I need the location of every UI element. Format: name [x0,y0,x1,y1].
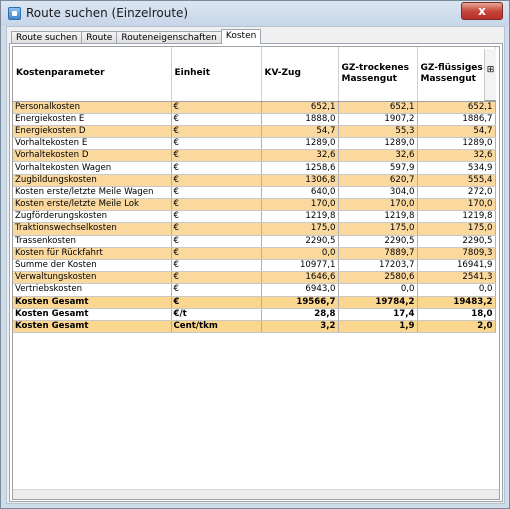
cell-kv-zug[interactable]: 652,1 [261,101,338,113]
cell-gz-fluessiges[interactable]: 2541,3 [417,272,495,284]
cell-kostenparameter[interactable]: Traktionswechselkosten [13,223,171,235]
cell-gz-fluessiges[interactable]: 175,0 [417,223,495,235]
cell-gz-trockenes[interactable]: 652,1 [338,101,417,113]
table-row[interactable] [13,199,495,211]
table-row[interactable] [13,259,495,271]
window-title: Route suchen (Einzelroute) [26,6,189,20]
column-chooser-icon[interactable]: ⊞ [484,49,496,101]
table-body [13,101,495,333]
table-row[interactable] [13,101,495,113]
cell-kv-zug[interactable]: 1219,8 [261,211,338,223]
cell-einheit[interactable]: € [171,259,261,271]
header-kostenparameter[interactable]: Kostenparameter [13,47,171,101]
cell-kv-zug[interactable]: 1289,0 [261,138,338,150]
cell-kv-zug[interactable]: 28,8 [261,308,338,320]
table-row[interactable] [13,174,495,186]
tab-route-suchen[interactable]: Route suchen [11,31,82,44]
tab-route[interactable]: Route [81,31,117,44]
cell-einheit[interactable]: € [171,211,261,223]
app-window-icon [8,7,21,20]
table-row[interactable] [13,162,495,174]
title-bar[interactable] [1,1,509,26]
cell-gz-trockenes[interactable]: 7889,7 [338,247,417,259]
cell-gz-trockenes[interactable]: 32,6 [338,150,417,162]
table-row[interactable] [13,320,495,332]
cost-grid[interactable] [12,46,500,500]
cell-kostenparameter[interactable]: Personalkosten [13,101,171,113]
table-row[interactable] [13,235,495,247]
cell-gz-trockenes[interactable]: 17,4 [338,308,417,320]
cell-einheit[interactable]: € [171,101,261,113]
table-row[interactable] [13,296,495,308]
cell-gz-fluessiges[interactable]: 1219,8 [417,211,495,223]
table-row[interactable] [13,186,495,198]
cell-kostenparameter[interactable]: Energiekosten D [13,125,171,137]
cell-gz-fluessiges[interactable]: 555,4 [417,174,495,186]
cell-kv-zug[interactable]: 54,7 [261,125,338,137]
cell-kv-zug[interactable]: 1306,8 [261,174,338,186]
cell-gz-trockenes[interactable]: 597,9 [338,162,417,174]
cell-kv-zug[interactable]: 32,6 [261,150,338,162]
cell-einheit[interactable]: € [171,247,261,259]
cell-kostenparameter[interactable]: Zugbildungskosten [13,174,171,186]
cell-einheit[interactable]: € [171,235,261,247]
cell-einheit[interactable]: Cent/tkm [171,320,261,332]
cell-kostenparameter[interactable]: Kosten für Rückfahrt [13,247,171,259]
cell-gz-trockenes[interactable]: 1907,2 [338,113,417,125]
cell-kostenparameter[interactable]: Summe der Kosten [13,259,171,271]
tab-routeneigenschaften[interactable]: Routeneigenschaften [116,31,221,44]
cell-gz-trockenes[interactable]: 175,0 [338,223,417,235]
header-gz-fluessiges[interactable]: GZ-flüssiges Massengut [417,47,495,101]
cell-kostenparameter[interactable]: Kosten Gesamt [13,320,171,332]
table-row[interactable] [13,125,495,137]
header-gz-trockenes[interactable]: GZ-trockenes Massengut [338,47,417,101]
cell-einheit[interactable]: € [171,223,261,235]
cell-kv-zug[interactable]: 1646,6 [261,272,338,284]
cell-kostenparameter[interactable]: Kosten Gesamt [13,296,171,308]
cell-kostenparameter[interactable]: Vorhaltekosten E [13,138,171,150]
header-einheit[interactable]: Einheit [171,47,261,101]
cell-gz-fluessiges[interactable]: 1886,7 [417,113,495,125]
horizontal-scrollbar[interactable] [13,489,499,499]
cell-einheit[interactable]: €/t [171,308,261,320]
tab-kosten[interactable]: Kosten [221,29,261,44]
cell-einheit[interactable]: € [171,272,261,284]
cell-kv-zug[interactable]: 170,0 [261,199,338,211]
cell-gz-fluessiges[interactable]: 652,1 [417,101,495,113]
close-button[interactable]: x [461,2,503,20]
cell-gz-trockenes[interactable]: 620,7 [338,174,417,186]
header-row [13,47,495,101]
cell-gz-fluessiges[interactable]: 170,0 [417,199,495,211]
cell-gz-trockenes[interactable]: 17203,7 [338,259,417,271]
cell-gz-fluessiges[interactable]: 16941,9 [417,259,495,271]
table-row[interactable] [13,150,495,162]
table-row[interactable] [13,223,495,235]
cell-gz-fluessiges[interactable]: 18,0 [417,308,495,320]
cell-gz-trockenes[interactable]: 170,0 [338,199,417,211]
table-row[interactable] [13,284,495,296]
cell-gz-trockenes[interactable]: 2290,5 [338,235,417,247]
cell-kostenparameter[interactable]: Vorhaltekosten Wagen [13,162,171,174]
window-content [6,26,505,504]
cell-kostenparameter[interactable]: Kosten Gesamt [13,308,171,320]
cell-kostenparameter[interactable]: Kosten erste/letzte Meile Wagen [13,186,171,198]
cell-gz-trockenes[interactable]: 304,0 [338,186,417,198]
cell-gz-fluessiges[interactable]: 534,9 [417,162,495,174]
cell-kostenparameter[interactable]: Trassenkosten [13,235,171,247]
cell-gz-fluessiges[interactable]: 272,0 [417,186,495,198]
cell-gz-trockenes[interactable]: 2580,6 [338,272,417,284]
cell-gz-trockenes[interactable]: 0,0 [338,284,417,296]
cell-einheit[interactable]: € [171,296,261,308]
table-row[interactable] [13,247,495,259]
cell-kv-zug[interactable]: 3,2 [261,320,338,332]
cell-gz-trockenes[interactable]: 55,3 [338,125,417,137]
cell-einheit[interactable]: € [171,174,261,186]
cell-kv-zug[interactable]: 19566,7 [261,296,338,308]
tab-bar [11,29,260,44]
cell-gz-fluessiges[interactable]: 32,6 [417,150,495,162]
cell-kv-zug[interactable]: 2290,5 [261,235,338,247]
cell-gz-fluessiges[interactable]: 1289,0 [417,138,495,150]
cell-einheit[interactable]: € [171,284,261,296]
cell-einheit[interactable]: € [171,113,261,125]
cell-einheit[interactable]: € [171,186,261,198]
cell-gz-fluessiges[interactable]: 2,0 [417,320,495,332]
cell-kv-zug[interactable]: 640,0 [261,186,338,198]
kosten-panel [9,43,503,502]
cell-einheit[interactable]: € [171,199,261,211]
header-kv-zug[interactable]: KV-Zug [261,47,338,101]
cell-kostenparameter[interactable]: Vorhaltekosten D [13,150,171,162]
cell-kv-zug[interactable]: 1888,0 [261,113,338,125]
table-row[interactable] [13,211,495,223]
cell-einheit[interactable]: € [171,138,261,150]
cell-gz-fluessiges[interactable]: 0,0 [417,284,495,296]
cell-kv-zug[interactable]: 10977,1 [261,259,338,271]
cell-einheit[interactable]: € [171,150,261,162]
cell-kostenparameter[interactable]: Zugförderungskosten [13,211,171,223]
cost-table [13,47,496,333]
cell-einheit[interactable]: € [171,125,261,137]
cell-gz-fluessiges[interactable]: 54,7 [417,125,495,137]
cell-gz-trockenes[interactable]: 19784,2 [338,296,417,308]
cell-kv-zug[interactable]: 6943,0 [261,284,338,296]
cell-gz-trockenes[interactable]: 1,9 [338,320,417,332]
cell-kv-zug[interactable]: 0,0 [261,247,338,259]
table-row[interactable] [13,308,495,320]
cell-kostenparameter[interactable]: Energiekosten E [13,113,171,125]
cell-gz-fluessiges[interactable]: 2290,5 [417,235,495,247]
cell-kv-zug[interactable]: 1258,6 [261,162,338,174]
cell-kostenparameter[interactable]: Vertriebskosten [13,284,171,296]
cell-kv-zug[interactable]: 175,0 [261,223,338,235]
cell-kostenparameter[interactable]: Verwaltungskosten [13,272,171,284]
cell-kostenparameter[interactable]: Kosten erste/letzte Meile Lok [13,199,171,211]
cell-einheit[interactable]: € [171,162,261,174]
table-row[interactable] [13,272,495,284]
table-row[interactable] [13,138,495,150]
cell-gz-trockenes[interactable]: 1289,0 [338,138,417,150]
cell-gz-trockenes[interactable]: 1219,8 [338,211,417,223]
cell-gz-fluessiges[interactable]: 19483,2 [417,296,495,308]
cell-gz-fluessiges[interactable]: 7809,3 [417,247,495,259]
table-row[interactable] [13,113,495,125]
